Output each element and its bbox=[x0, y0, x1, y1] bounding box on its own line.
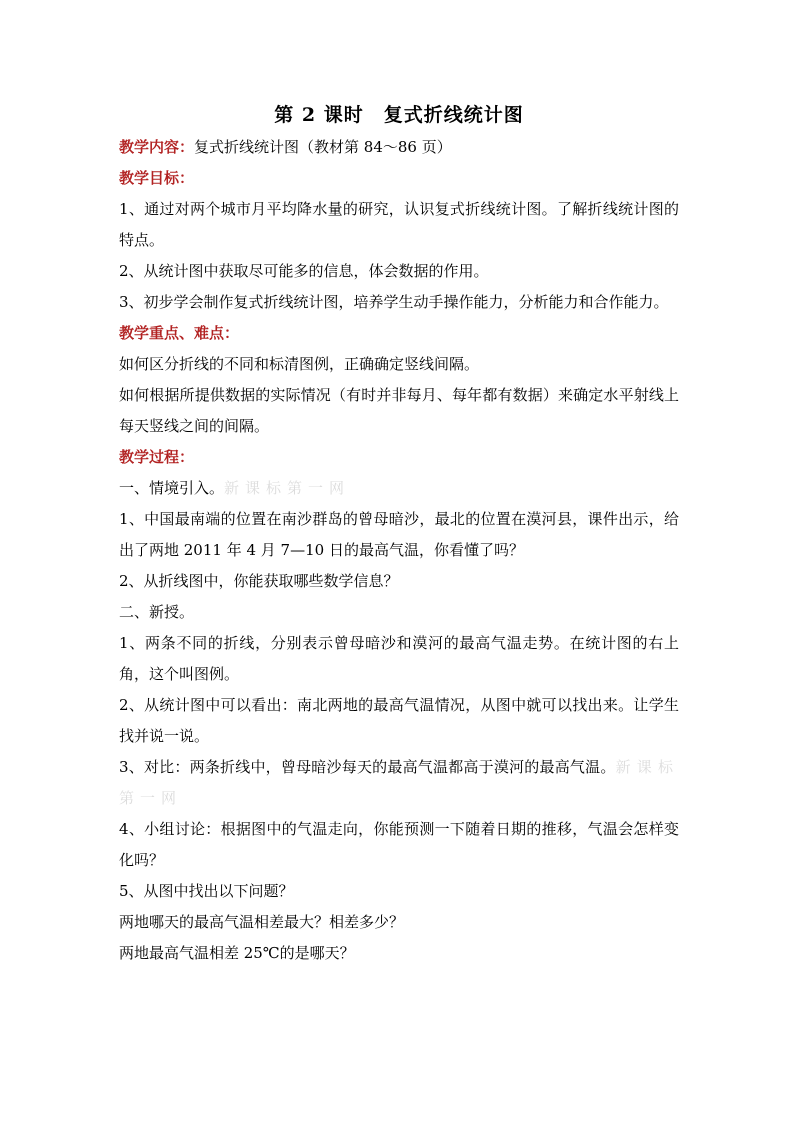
question-1: 两地哪天的最高气温相差最大？相差多少？ bbox=[119, 913, 405, 931]
intro-item-1: 1、中国最南端的位置在南沙群岛的曾母暗沙，最北的位置在漠河县，课件出示，给出了两地 2011 年 4 月 7—10 日的最高气温，你看懂了吗？ bbox=[119, 510, 679, 559]
new-item-3-line bbox=[119, 752, 679, 814]
content-label: 教学内容： bbox=[119, 138, 195, 156]
objective-item-3: 3、初步学会制作复式折线统计图，培养学生动手操作能力，分析能力和合作能力。 bbox=[119, 293, 669, 311]
keypoint-item-1: 如何区分折线的不同和标清图例，正确确定竖线间隔。 bbox=[119, 355, 480, 373]
intro-heading-line bbox=[119, 473, 679, 504]
intro-item-2: 2、从折线图中，你能获取哪些数学信息？ bbox=[119, 572, 399, 590]
content-line bbox=[119, 132, 679, 163]
intro-heading: 一、情境引入。 bbox=[119, 479, 225, 497]
new-item-2: 2、从统计图中可以看出：南北两地的最高气温情况，从图中就可以找出来。让学生找并说一说。 bbox=[119, 696, 679, 745]
document-page bbox=[119, 98, 679, 969]
objectives-heading: 教学目标： bbox=[119, 169, 195, 187]
question-2: 两地最高气温相差 25℃的是哪天？ bbox=[119, 944, 355, 962]
page-title: 第 2 课时 复式折线统计图 bbox=[274, 104, 524, 126]
new-item-4: 4、小组讨论：根据图中的气温走向，你能预测一下随着日期的推移，气温会怎样变化吗？ bbox=[119, 820, 679, 869]
watermark-text-2: 新课标第一网 bbox=[119, 758, 679, 807]
objective-item-2: 2、从统计图中获取尽可能多的信息，体会数据的作用。 bbox=[119, 262, 489, 280]
keypoint-item-2: 如何根据所提供数据的实际情况（有时并非每月、每年都有数据）来确定水平射线上每天竖线之间的间隔。 bbox=[119, 386, 679, 435]
content-text: 复式折线统计图（教材第 84～86 页） bbox=[194, 138, 452, 156]
objective-item-1: 1、通过对两个城市月平均降水量的研究，认识复式折线统计图。了解折线统计图的特点。 bbox=[119, 200, 679, 249]
new-item-1: 1、两条不同的折线，分别表示曾母暗沙和漠河的最高气温走势。在统计图的右上角，这个叫图例。 bbox=[119, 634, 679, 683]
watermark-text: 新课标第一网 bbox=[224, 479, 351, 497]
process-heading: 教学过程： bbox=[119, 448, 195, 466]
new-item-3: 3、对比：两条折线中，曾母暗沙每天的最高气温都高于漠河的最高气温。 bbox=[119, 758, 616, 776]
new-item-5: 5、从图中找出以下问题？ bbox=[119, 882, 294, 900]
keypoints-heading: 教学重点、难点： bbox=[119, 324, 240, 342]
new-heading: 二、新授。 bbox=[119, 603, 195, 621]
